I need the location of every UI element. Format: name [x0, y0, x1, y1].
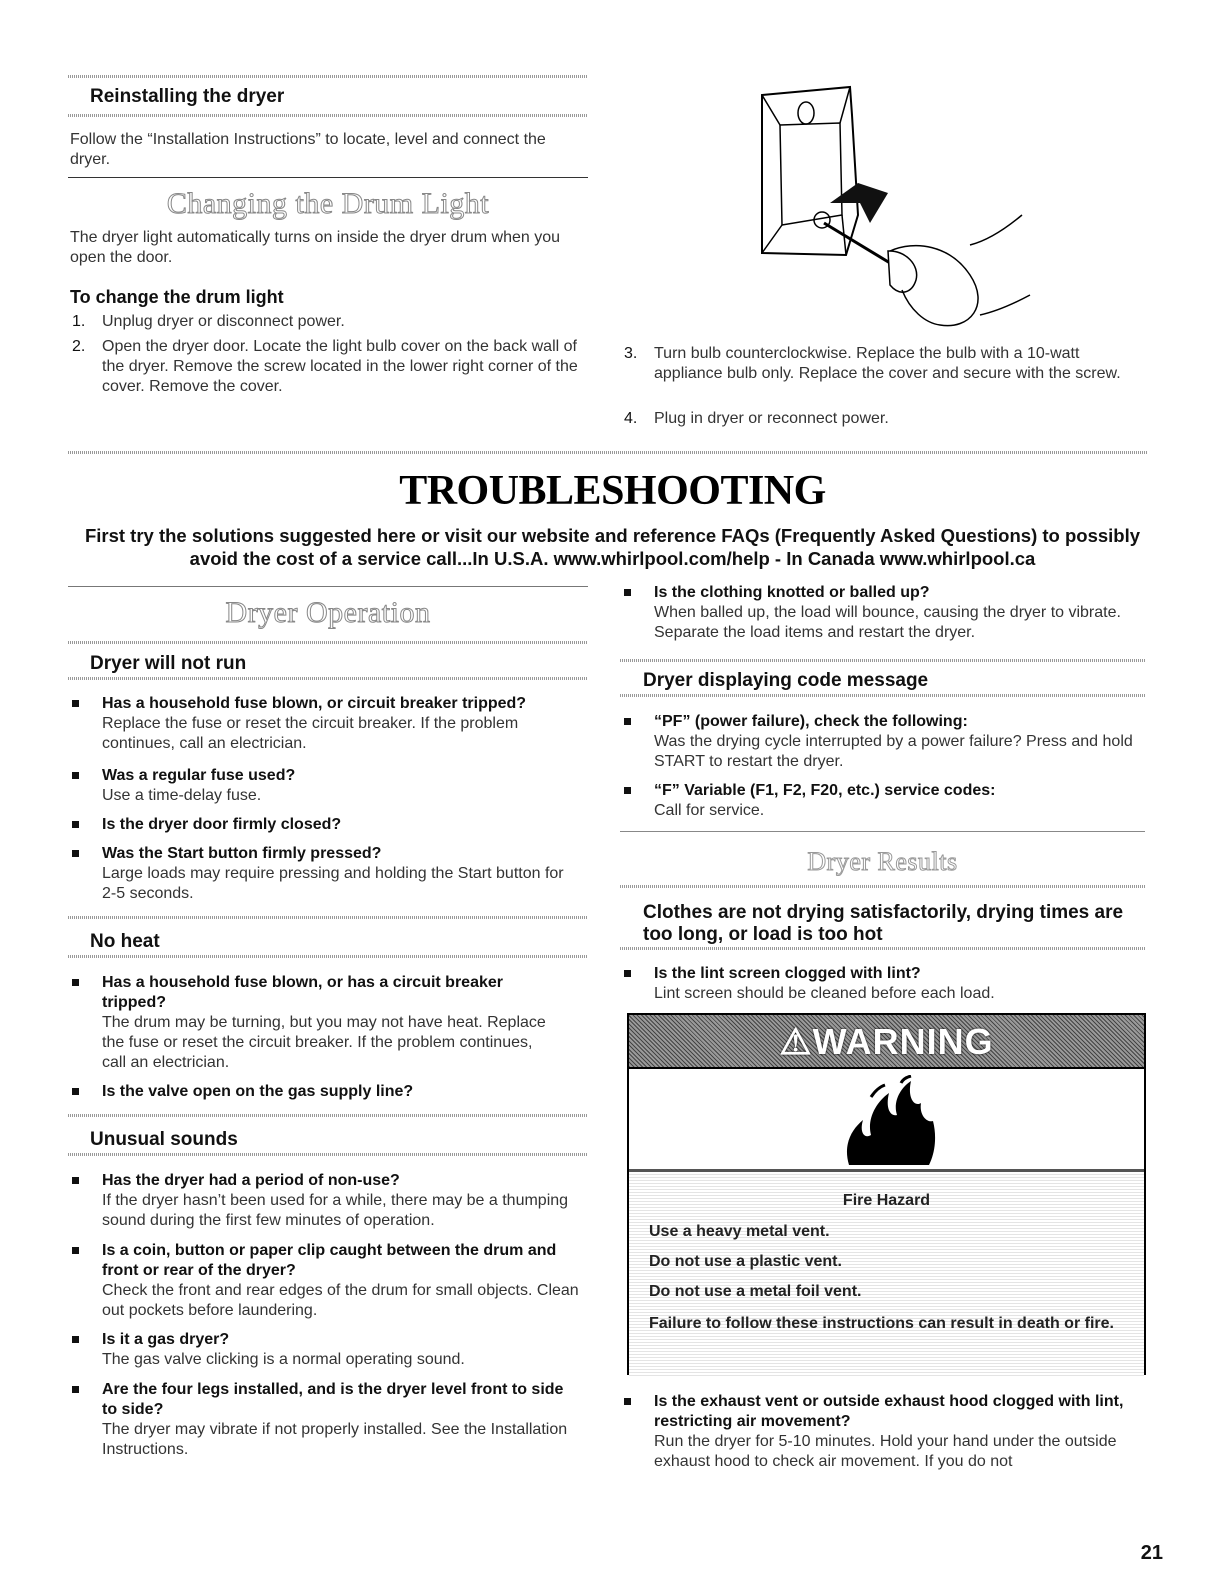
drum-light-section-title: Changing the Drum Light [166, 187, 490, 220]
warning-banner [629, 1015, 1144, 1069]
no-heat-heading: No heat [90, 931, 160, 952]
reinstall-text: Follow the “Installation Instructions” to locate, level and connect the dryer. [70, 131, 546, 168]
warning-line: Do not use a metal foil vent. [649, 1283, 862, 1300]
divider-hatch [68, 451, 1148, 454]
dryer-code-heading: Dryer displaying code message [643, 670, 929, 691]
troubleshooting-title: TROUBLESHOOTING [399, 468, 826, 514]
divider-hatch [68, 916, 588, 919]
divider-hatch [68, 114, 588, 117]
list-item: Has a household fuse blown, or circuit breaker tripped? Replace the fuse or reset the circuit breaker. If the problem continues, call an electrician. [72, 694, 582, 754]
list-item: Has the dryer had a period of non-use? If the dryer hasn’t been used for a while, there may be a thumping sound during the first few minutes of operation. [72, 1171, 572, 1231]
divider-rule [620, 831, 1145, 832]
warning-triangle-icon: ⚠ [779, 1021, 813, 1062]
step-3: 3. Turn bulb counterclockwise. Replace the bulb with a 10-watt appliance bulb only. Replace the cover and secure with the screw. [624, 345, 1121, 382]
list-item: Was a regular fuse used? Use a time-delay fuse. [72, 766, 582, 806]
dryer-operation-section-title: Dryer Operation [225, 596, 431, 629]
step-1: 1. Unplug dryer or disconnect power. [72, 313, 345, 330]
divider-rule [68, 586, 588, 587]
warning-line: Do not use a plastic vent. [649, 1253, 842, 1270]
fire-icon [841, 1075, 941, 1167]
list-item: Is the clothing knotted or balled up? When balled up, the load will bounce, causing the dryer to vibrate. Separate the load items and restart the dryer. [624, 583, 1144, 643]
step-4: 4. Plug in dryer or reconnect power. [624, 410, 889, 427]
list-item: Is the dryer door firmly closed? [72, 815, 582, 835]
warning-label: ⚠WARNING [779, 1021, 994, 1062]
list-item: Is the lint screen clogged with lint? Lint screen should be cleaned before each load. [624, 964, 1144, 1004]
divider-rule [68, 177, 588, 178]
bulb-cover-illustration [740, 75, 1050, 335]
list-item: Are the four legs installed, and is the dryer level front to side to side? The dryer may vibrate if not properly installed. See the Installation Instructions. [72, 1380, 582, 1460]
divider-hatch [620, 694, 1145, 697]
divider-hatch [68, 1114, 588, 1117]
list-item: Is the valve open on the gas supply line? [72, 1082, 582, 1102]
divider-hatch [68, 75, 588, 78]
warning-line: Use a heavy metal vent. [649, 1223, 830, 1240]
page-number: 21 [1140, 1542, 1163, 1564]
list-item: Is the exhaust vent or outside exhaust hood clogged with lint, restricting air movement? Run the dryer for 5-10 minutes. Hold your hand under the outside exhaust hood to check air movement. If you do not [624, 1392, 1149, 1472]
divider-hatch [620, 947, 1145, 950]
step-2: 2. Open the dryer door. Locate the light bulb cover on the back wall of the dryer. Remove the screw located in the lower right corner of the cover. Remove the cover. [72, 338, 578, 395]
list-item: “F” Variable (F1, F2, F20, etc.) service codes: Call for service. [624, 781, 1144, 821]
dryer-will-not-run-heading: Dryer will not run [90, 653, 247, 674]
list-item: Has a household fuse blown, or has a circuit breaker tripped? The drum may be turning, but you may not have heat. Replace the fuse or reset the circuit breaker. If the problem continues, call an electrician. [72, 973, 552, 1073]
reinstall-heading: Reinstalling the dryer [90, 86, 285, 107]
dryer-results-heading: Clothes are not drying satisfactorily, drying times are too long, or load is too hot [643, 902, 1124, 945]
divider-hatch [68, 955, 588, 958]
drum-light-subheading: To change the drum light [70, 287, 284, 307]
divider-hatch [68, 641, 588, 644]
list-item: “PF” (power failure), check the following: Was the drying cycle interrupted by a power failure? Press and hold START to restart the dryer. [624, 712, 1144, 772]
list-item: Is a coin, button or paper clip caught between the drum and front or rear of the dryer? Check the front and rear edges of the drum for small objects. Clean out pockets before laundering. [72, 1241, 582, 1321]
warning-line: Failure to follow these instructions can result in death or fire. [649, 1315, 1114, 1332]
dryer-results-section-title: Dryer Results [807, 847, 958, 876]
divider-hatch [68, 1153, 588, 1156]
warning-body [629, 1169, 1144, 1376]
divider-hatch [68, 677, 588, 680]
drum-light-intro: The dryer light automatically turns on inside the dryer drum when you open the door. [70, 229, 561, 266]
divider-hatch [620, 659, 1145, 662]
unusual-sounds-heading: Unusual sounds [90, 1129, 238, 1150]
divider-hatch [620, 885, 1145, 888]
list-item: Was the Start button firmly pressed? Large loads may require pressing and holding the Start button for 2-5 seconds. [72, 844, 582, 904]
troubleshooting-intro: First try the solutions suggested here or visit our website and reference FAQs (Frequently Asked Questions) to possibly avoid the cost of a service call...In U.S.A. www.whirlpool.com/help - In Canada www.whirlpool.ca [84, 525, 1141, 569]
warning-box [627, 1013, 1146, 1375]
list-item: Is it a gas dryer? The gas valve clicking is a normal operating sound. [72, 1330, 582, 1370]
hazard-title: Fire Hazard [842, 1192, 931, 1209]
